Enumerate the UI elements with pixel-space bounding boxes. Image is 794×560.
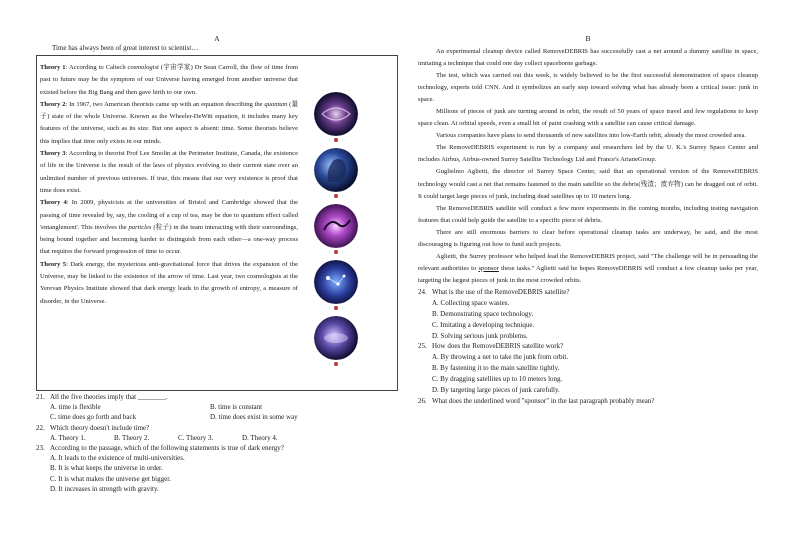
question: 23. According to the passage, which of the following statements is true of dark energy? [36, 444, 284, 453]
theory-1: Theory 1: According to Caltech cosmologist (宇宙学家) Dr Sean Carroll, the flow of time from past to future may be the symptom of our Universe having emerged from another universe that existed before the Big Bang and then gave birth to our own. [40, 64, 298, 96]
passage-b-column [418, 0, 758, 407]
theory-3: Theory 3: According to theorist Prof Lee Smolin at the Perimeter Institute, Canada, the existence of life in the Universe is the result of the laws of physics evolving to their current state over an unlimited number of previous universes. If true, this means that our very existence is proof that time does exist. [40, 150, 298, 194]
passage-b-paragraph: An experimental cleanup device called RemoveDEBRIS has successfully cast a net around a dummy satellite in space, imitating a technique that could one day collect spaceborne garbage. [418, 48, 758, 68]
theory-5: Theory 5: Dark energy, the mysterious anti-gravitational force that drives the expansion of the Universe, may be linked to the existence of the arrow of time. Last year, two cosmologists at the Yerevan Physics Institute showed that dark energy leads to the growth of entropy, a measure of disorder, in the Universe. [40, 260, 298, 305]
answer-option[interactable]: D. By targeting large pieces of junk carefully. [432, 386, 560, 395]
passage-b-heading: B [585, 34, 591, 43]
passage-b-paragraph: Guglielmo Aglietti, the director of Surrey Space Center, said that an operational version of the RemoveDEBRIS technology would cast a net that remains fastened to the main satellite so the debris(残渣；废弃物) can be dragged out of orbit. It could target large pieces of junk, including dead satellites up to 10 meters long. [418, 168, 758, 200]
answer-options [50, 433, 398, 443]
answer-option[interactable]: C. Theory 3. [178, 433, 214, 442]
answer-options [432, 352, 758, 396]
answer-option[interactable]: D. Theory 4. [242, 433, 278, 442]
question: 25. How does the RemoveDEBRIS satellite work? [418, 342, 564, 351]
passage-b-paragraph: The RemoveDEBRIS experiment is run by a company and researchers led by the U. K.'s Surrey Space Center and includes Airbus, Airbus-owned Surrey Satellite Technology Ltd and France's ArianeGroup. [418, 144, 758, 164]
theory-label: Theory 3 [40, 150, 66, 158]
answer-option[interactable]: A. By throwing a net to take the junk from orbit. [432, 353, 569, 362]
answer-option[interactable]: B. It is what keeps the universe in order. [50, 464, 163, 473]
passage-b-questions [418, 287, 758, 407]
answer-option[interactable]: D. time does exist in some way [210, 413, 298, 422]
orb-image-spiral [314, 204, 358, 248]
passage-b-paragraph: The test, which was carried out this week, is widely believed to be the first successful demonstration of space cleanup technology, experts told CNN. And it symbolizes an early step toward solving what has already been a critical issue: junk in space. [418, 72, 758, 104]
orb-image-particles [314, 260, 358, 304]
answer-option[interactable]: B. Theory 2. [114, 433, 150, 442]
passage-b-paragraph: The RemoveDEBRIS satellite will conduct a few more experiments in the coming months, including testing navigation features that could help guide the satellite to a specific piece of debris. [418, 204, 758, 224]
answer-option[interactable]: A. Theory 1. [50, 433, 86, 442]
passage-b-paragraph: There are still enormous barriers to clear before operational cleanup tasks are underway, he said, and the most discouraging is figuring out how to fund such projects. [418, 228, 758, 248]
orb-image-head [314, 148, 358, 192]
answer-options [50, 453, 398, 494]
passage-a-heading: A [214, 34, 220, 43]
answer-options [50, 402, 398, 422]
passage-b-body [418, 46, 758, 287]
passage-a-questions [36, 392, 398, 494]
answer-option[interactable]: C. Imitating a developing technique. [432, 320, 535, 329]
answer-option[interactable]: C. It is what makes the universe get bigger. [50, 474, 171, 483]
answer-option[interactable]: A. Collecting space wastes. [432, 298, 510, 307]
answer-option[interactable]: A. It leads to the existence of multi-universities. [50, 454, 185, 463]
pin-dot [334, 138, 338, 142]
question: 26. What does the underlined word "sponsor" in the last paragraph probably mean? [418, 397, 655, 405]
passage-b-paragraph: Millions of pieces of junk are turning around in orbit, the result of 50 years of space travel and few regulations to keep space clean. At orbital speeds, even a small bit of paint crashing with a satellite can cause critical damage. [418, 108, 758, 128]
theories-box [36, 55, 398, 391]
orb-image-galaxy [314, 92, 358, 136]
answer-options [432, 298, 758, 342]
passage-b-last-paragraph: Aglietti, the Surrey professor who helped lead the RemoveDEBRIS project, said "The challenge will be in persuading the relevant authorities to sponsor these tasks." Aglietti said he hopes RemoveDEBRIS will conduct a few cleanup tasks per year, targeting the largest pieces of junk in the most crowded orbits. [418, 252, 758, 284]
underlined-word: sponsor [478, 264, 499, 272]
answer-option[interactable]: B. time is constant [210, 403, 263, 412]
passage-b-paragraph: Various companies have plans to send thousands of new satellites into low-Earth orbit, already the most crowded area. [436, 132, 746, 140]
theory-label: Theory 4 [40, 199, 67, 207]
pin-dot [334, 250, 338, 254]
theory-4: Theory 4: In 2009, physicists at the universities of Bristol and Cambridge showed that the passing of time revealed by, say, the cooling of a cup of tea, may be due to quantum effect called 'entanglement'. This involves the particles (粒子) in the team interacting with their surroundings, being bound together and becoming harder to distinguish from each other—a one-way process that requires the forward progression of time to occur. [40, 199, 298, 256]
pin-dot [334, 306, 338, 310]
theory-images [301, 92, 371, 372]
theory-label: Theory 1 [40, 64, 66, 71]
answer-option[interactable]: B. By fastening it to the main satellite tightly. [432, 364, 560, 373]
question: 22. Which theory doesn't include time? [36, 423, 150, 432]
orb-image-nebula [314, 316, 358, 360]
passage-a-intro: Time has always been of great interest to scientist… [52, 44, 199, 52]
pin-dot [334, 194, 338, 198]
theory-label: Theory 2 [40, 100, 66, 108]
theory-2: Theory 2: In 1967, two American theorists came up with an equation describing the quantum (量子) state of the whole Universe. Known as the Wheeler-DeWitt equation, it includes many key features of the universe, such as its size. But one aspect is absent: time. Some theorists believe this implies that time only exists in our minds. [40, 100, 298, 145]
answer-option[interactable]: C. By dragging satellites up to 10 meters long. [432, 375, 563, 384]
answer-option[interactable]: C. time does go forth and back [50, 413, 137, 422]
answer-option[interactable]: D. It increases in strength with gravity. [50, 484, 159, 493]
theories-text [40, 62, 298, 308]
question: 24. What is the use of the RemoveDEBRIS satellite? [418, 287, 570, 296]
answer-option[interactable]: B. Demonstrating space technology. [432, 309, 534, 318]
theory-label: Theory 5 [40, 260, 67, 268]
answer-option[interactable]: D. Solving serious junk problems. [432, 331, 528, 340]
pin-dot [334, 362, 338, 366]
passage-a-column [36, 0, 398, 494]
question: 21. All the five theories imply that ________. [36, 393, 168, 401]
answer-option[interactable]: A. time is flexible [50, 403, 101, 412]
